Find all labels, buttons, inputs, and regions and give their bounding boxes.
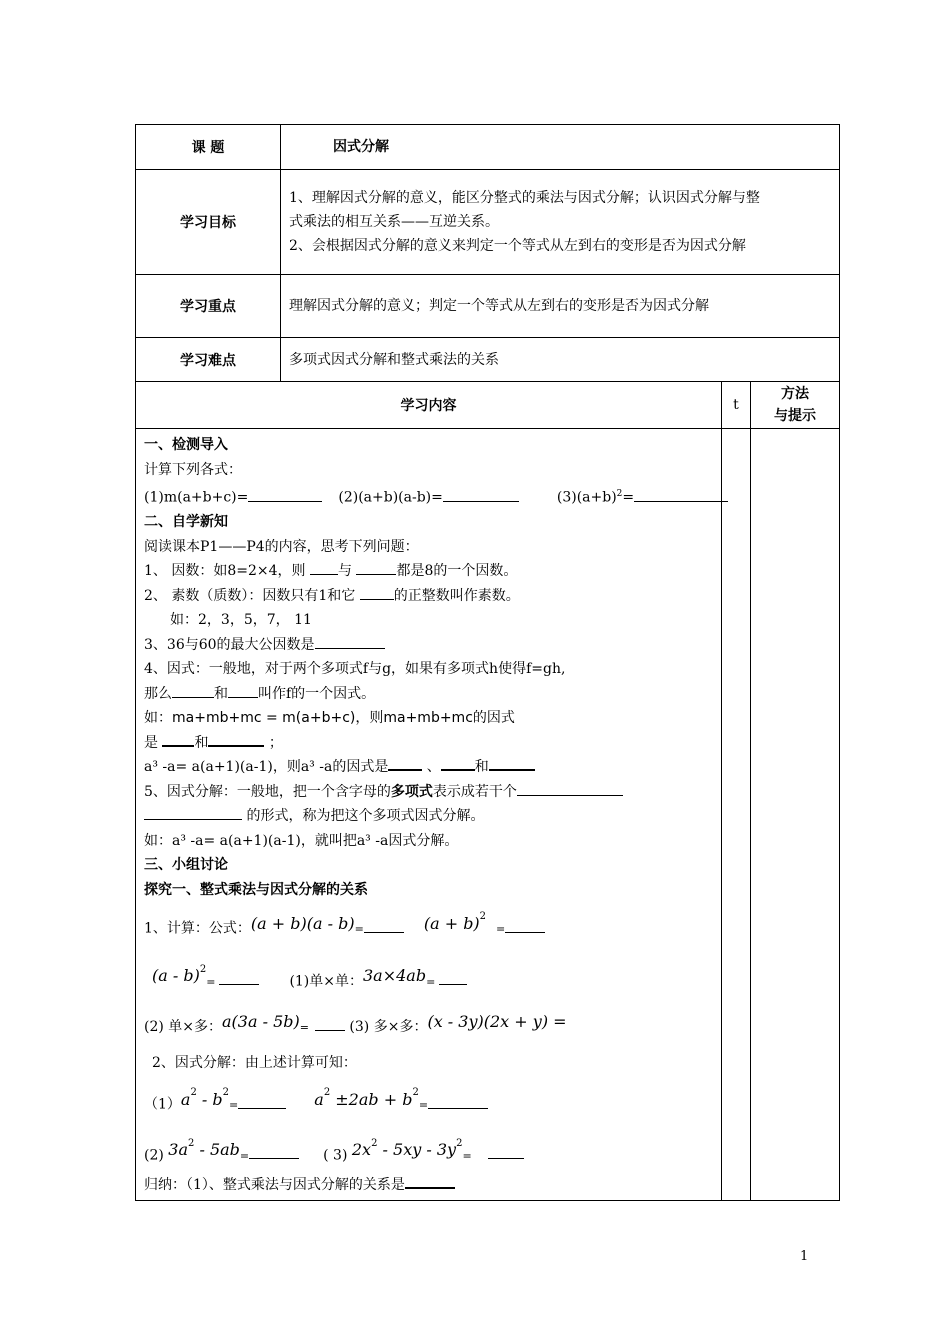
blank xyxy=(238,1094,286,1109)
eq: = xyxy=(462,1149,472,1163)
content-header: 学习内容 xyxy=(136,382,722,429)
blank xyxy=(208,731,264,747)
blank xyxy=(162,731,194,747)
item-2 xyxy=(144,584,713,609)
item-5 xyxy=(144,780,713,805)
blank xyxy=(441,755,475,771)
t-column xyxy=(722,429,751,1201)
example-1-b2: 和 xyxy=(194,734,209,751)
item-5-c-text: 的形式，称为把这个多项式因式分解。 xyxy=(242,808,485,825)
eq: = xyxy=(206,975,216,989)
fq4-b: - 5xy - 3y xyxy=(377,1140,457,1160)
page-number: 1 xyxy=(800,1249,809,1264)
fq1-label: （1） xyxy=(144,1096,181,1113)
goals-line-1: 1、理解因式分解的意义，能区分整式的乘法与因式分解；认识因式分解与整 xyxy=(289,190,760,206)
blank xyxy=(443,487,519,502)
item-1-a: 1、 因数：如8=2×4，则 xyxy=(144,563,310,580)
formula-2: (a + b) xyxy=(423,913,480,933)
topic-label: 课 题 xyxy=(136,125,281,170)
item-4-b1: 那么 xyxy=(144,685,172,702)
item-4-b xyxy=(144,682,713,707)
fq1-b: - b xyxy=(196,1089,223,1109)
blank xyxy=(505,918,545,933)
sup: 2 xyxy=(479,911,487,923)
eq: = xyxy=(229,1098,239,1112)
section-1-title: 一、检测导入 xyxy=(144,437,228,453)
summary-text: 归纳：（1）、整式乘法与因式分解的关系是 xyxy=(144,1177,405,1194)
fq4-a: 2x xyxy=(351,1140,372,1160)
fact-label: 2、因式分解：由上述计算可知： xyxy=(152,1055,357,1072)
example-2-c: 和 xyxy=(474,759,489,776)
blank xyxy=(219,970,259,985)
q3-eq: = xyxy=(622,489,635,506)
difficulty-value: 多项式因式分解和整式乘法的关系 xyxy=(281,338,840,382)
eq: = xyxy=(426,975,436,989)
blank xyxy=(388,755,422,771)
section-3-title: 三、小组讨论 xyxy=(144,857,228,874)
q2: (2)(a+b)(a-b)= xyxy=(338,489,443,506)
blank xyxy=(489,755,535,771)
sup: 2 xyxy=(199,963,207,975)
sup: 2 xyxy=(456,1137,463,1149)
poly2-label: (3) 多×多： xyxy=(344,1019,428,1036)
sup: 2 xyxy=(412,1086,419,1098)
goals-label: 学习目标 xyxy=(136,170,281,275)
blank xyxy=(144,805,242,820)
example-2-b: 、 xyxy=(422,759,441,776)
blank xyxy=(360,585,394,600)
sup: 2 xyxy=(222,1086,230,1098)
section-3-subtitle: 探究一、整式乘法与因式分解的关系 xyxy=(144,881,368,898)
t-header: t xyxy=(722,382,751,429)
item-3-text: 3、36与60的最大公因数是 xyxy=(144,636,315,653)
blank xyxy=(356,560,396,575)
item-4-b2: 和 xyxy=(214,685,228,702)
q1: (1)m(a+b+c)= xyxy=(144,489,249,506)
blank xyxy=(517,781,623,796)
item-5-c xyxy=(144,804,713,829)
example-1-b3: ； xyxy=(264,734,283,751)
blank xyxy=(249,1144,299,1159)
blank xyxy=(634,487,728,502)
example-2-a: a³ -a= a(a+1)(a-1)，则a³ -a的因式是 xyxy=(144,759,389,776)
blank xyxy=(172,683,214,698)
item-5-a: 5、因式分解：一般地，把一个含字母的 xyxy=(144,783,391,800)
item-1-c: 都是8的一个因数。 xyxy=(396,563,518,580)
eq: = xyxy=(354,922,364,936)
fact-row-1 xyxy=(144,1088,713,1119)
blank xyxy=(364,918,404,933)
poly1-formula: a(3a - 5b) xyxy=(222,1012,300,1032)
fq2-b: ±2ab + b xyxy=(330,1089,413,1109)
eq: = xyxy=(496,922,506,936)
calc-row-3 xyxy=(144,1013,713,1041)
sup: 2 xyxy=(190,1086,197,1098)
mono-label: (1)单×单： xyxy=(289,973,363,990)
focus-label: 学习重点 xyxy=(136,275,281,338)
fq3-a: 3a xyxy=(168,1140,188,1160)
example-1-b1: 是 xyxy=(144,734,163,751)
fq4-label: ( 3) xyxy=(323,1147,352,1164)
calc-row-2 xyxy=(144,965,713,996)
item-2-a: 2、 素数（质数）：因数只有1和它 xyxy=(144,587,360,604)
lesson-table xyxy=(135,124,840,1201)
blank xyxy=(228,683,258,698)
example-1-b xyxy=(144,731,713,756)
eq: = xyxy=(418,1098,429,1112)
blank xyxy=(488,1144,524,1159)
method-header-line-2: 与提示 xyxy=(774,408,816,424)
sup: 2 xyxy=(371,1137,378,1149)
eq: = xyxy=(239,1149,250,1163)
section-2-title: 二、自学新知 xyxy=(144,514,228,531)
calc-label: 1、计算：公式： xyxy=(144,920,251,937)
method-column xyxy=(751,429,840,1201)
blank xyxy=(428,1094,488,1109)
poly2-formula: (x - 3y)(2x + y) = xyxy=(427,1012,567,1032)
sup: 2 xyxy=(323,1086,331,1098)
item-2-example: 如：2，3，5，7， 11 xyxy=(170,612,312,629)
section-2-intro: 阅读课本P1——P4的内容，思考下列问题： xyxy=(144,538,419,555)
formula-1: (a + b)(a - b) xyxy=(250,913,355,933)
mono-formula: 3a×4ab xyxy=(363,966,427,986)
item-4: 4、因式：一般地，对于两个多项式f与g，如果有多项式h使得f=gh, xyxy=(144,661,566,678)
item-3 xyxy=(144,633,713,658)
q3: (3)(a+b) xyxy=(556,489,617,506)
fq3-label: (2) xyxy=(144,1147,169,1164)
goals-value xyxy=(281,170,840,275)
fq2-a: a xyxy=(314,1089,324,1109)
blank xyxy=(310,560,338,575)
sup: 2 xyxy=(188,1137,195,1149)
fq1-a: a xyxy=(180,1089,191,1109)
section-1-questions xyxy=(144,482,713,510)
goals-line-3: 2、会根据因式分解的意义来判定一个等式从左到右的变形是否为因式分解 xyxy=(289,238,746,254)
example-2 xyxy=(144,755,713,780)
eq: = xyxy=(299,1021,309,1035)
goals-line-2: 式乘法的相互关系——互逆关系。 xyxy=(289,214,499,230)
example-1: 如：ma+mb+mc = m(a+b+c)，则ma+mb+mc的因式 xyxy=(144,710,515,727)
calc-row xyxy=(144,912,713,943)
blank xyxy=(315,634,385,649)
method-header xyxy=(751,382,840,429)
section-1-intro: 计算下列各式： xyxy=(144,461,242,478)
content-body xyxy=(136,429,722,1201)
fact-row-2 xyxy=(144,1139,713,1170)
item-4-b3: 叫作f的一个因式。 xyxy=(258,685,376,702)
blank xyxy=(405,1173,455,1189)
item-2-b: 的正整数叫作素数。 xyxy=(393,587,520,604)
topic-value: 因式分解 xyxy=(281,125,840,170)
poly1-label: (2) 单×多： xyxy=(144,1019,223,1036)
item-1 xyxy=(144,559,713,584)
blank xyxy=(248,487,322,502)
formula-3: (a - b) xyxy=(152,966,200,986)
blank xyxy=(315,1016,345,1031)
fq3-b: - 5ab xyxy=(194,1140,240,1160)
blank xyxy=(439,970,467,985)
method-header-line-1: 方法 xyxy=(781,386,809,402)
summary xyxy=(144,1173,713,1198)
difficulty-label: 学习难点 xyxy=(136,338,281,382)
item-5-bold: 多项式 xyxy=(390,783,433,800)
item-1-b: 与 xyxy=(338,563,357,580)
q3-sup: 2 xyxy=(616,489,623,499)
item-5-b: 表示成若干个 xyxy=(432,783,517,800)
focus-value: 理解因式分解的意义；判定一个等式从左到右的变形是否为因式分解 xyxy=(281,275,840,338)
example-3: 如：a³ -a= a(a+1)(a-1)，就叫把a³ -a因式分解。 xyxy=(144,832,459,849)
